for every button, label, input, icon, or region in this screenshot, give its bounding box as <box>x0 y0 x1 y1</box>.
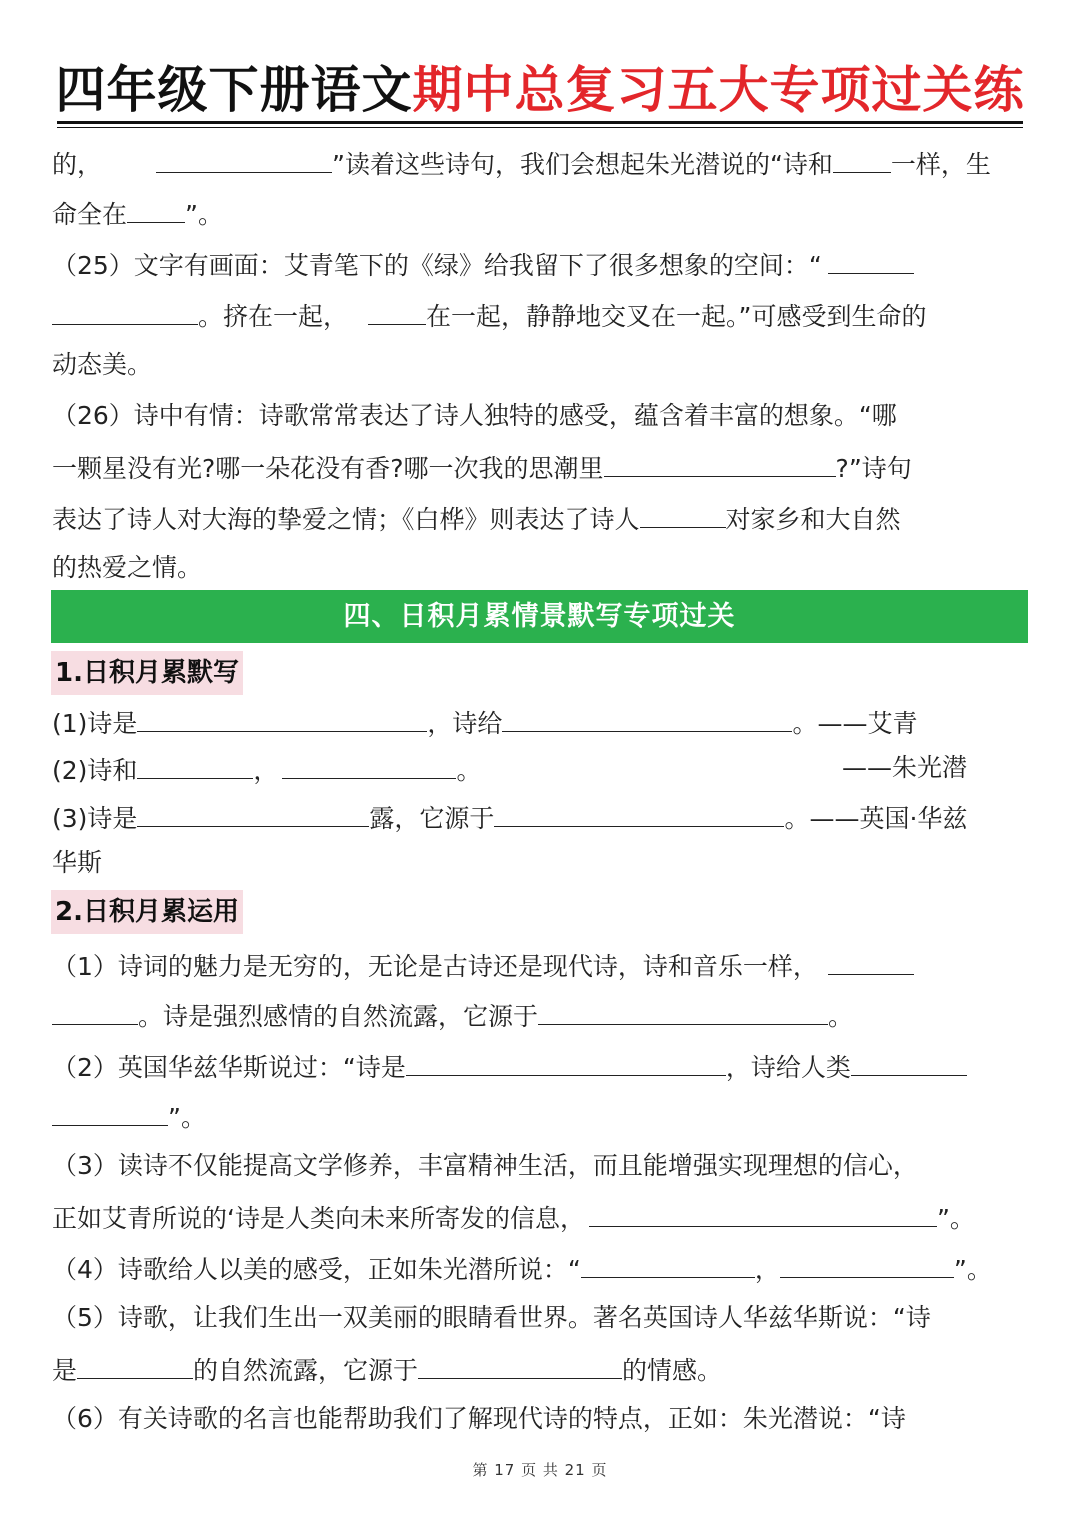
text: ， <box>754 1255 780 1284</box>
fill-blank[interactable] <box>137 796 369 827</box>
title-rule-thin <box>57 127 1023 128</box>
text: 的热爱之情。 <box>52 553 203 582</box>
text-line <box>52 243 1028 286</box>
fill-blank[interactable] <box>502 701 792 732</box>
text: 。——艾青 <box>792 709 918 738</box>
title-part-2: 期中总复习五大专项过关练 <box>412 61 1025 119</box>
fill-blank[interactable] <box>406 1045 726 1076</box>
page-title <box>0 58 1080 122</box>
text: （26）诗中有情：诗歌常常表达了诗人独特的感受，蕴含着丰富的想象。“哪 <box>52 401 897 430</box>
text: 的自然流露，它源于 <box>193 1356 419 1385</box>
question-line <box>52 1196 1028 1239</box>
text: （1）诗词的魅力是无穷的，无论是古诗还是现代诗，诗和音乐一样， <box>52 952 818 981</box>
text: 表达了诗人对大海的挚爱之情；《白桦》则表达了诗人 <box>52 505 640 534</box>
text: 动态美。 <box>52 350 153 379</box>
text: 在一起，静静地交叉在一起。”可感受到生命的 <box>426 302 927 331</box>
text: ”读着这些诗句，我们会想起朱光潜说的“诗和 <box>332 150 833 179</box>
fill-blank[interactable] <box>494 796 784 827</box>
text-line <box>52 446 1028 489</box>
text: 对家乡和大自然 <box>725 505 901 534</box>
fill-blank[interactable] <box>52 294 198 325</box>
text: 。——英国·华兹 <box>784 804 968 833</box>
text: 是 <box>52 1356 78 1385</box>
title-rule-thick <box>57 121 1023 124</box>
text-line <box>52 294 1028 337</box>
text: ”。 <box>936 1204 975 1233</box>
question-line <box>52 944 1028 987</box>
text-line <box>52 548 1028 588</box>
fill-blank[interactable] <box>833 142 891 173</box>
text: 一颗星没有光?哪一朵花没有香?哪一次我的思潮里 <box>52 454 604 483</box>
question-line <box>52 1247 1028 1290</box>
text: ”。 <box>168 1103 206 1132</box>
fill-blank[interactable] <box>52 994 138 1025</box>
fill-blank[interactable] <box>780 1247 954 1278</box>
text: (1)诗是 <box>52 709 138 738</box>
text-line <box>52 192 1028 235</box>
section-heading-2: 2.日积月累运用 <box>51 890 243 934</box>
text: ——朱光潜 <box>842 753 968 782</box>
text-line <box>52 345 1028 385</box>
text: （2）英国华兹华斯说过：“诗是 <box>52 1053 406 1082</box>
question-line <box>52 1146 1028 1186</box>
question-line <box>52 1045 1028 1088</box>
question-line <box>52 1095 1028 1138</box>
question-line <box>52 1298 1028 1338</box>
text-line <box>52 142 1028 185</box>
text: 华斯 <box>52 848 103 877</box>
fill-blank[interactable] <box>851 1045 967 1076</box>
text: 正如艾青所说的‘诗是人类向未来所寄发的信息， <box>52 1204 585 1233</box>
question-line <box>52 701 1028 744</box>
text-line <box>52 497 1028 540</box>
text-line <box>52 396 1028 436</box>
fill-blank[interactable] <box>127 192 185 223</box>
section-banner: 四、日积月累情景默写专项过关 <box>51 590 1028 643</box>
text: 。挤在一起， <box>198 302 349 331</box>
fill-blank[interactable] <box>52 1095 168 1126</box>
question-line <box>52 1348 1028 1391</box>
question-line <box>52 994 1028 1037</box>
text: (2)诗和 <box>52 756 138 785</box>
text: (3)诗是 <box>52 804 138 833</box>
text: （3）读诗不仅能提高文学修养，丰富精神生活，而且能增强实现理想的信心， <box>52 1151 918 1180</box>
text: 的情感。 <box>622 1356 723 1385</box>
text: ，诗给人类 <box>725 1053 851 1082</box>
text: 一样，生 <box>890 150 991 179</box>
text: （6）有关诗歌的名言也能帮助我们了解现代诗的特点，正如：朱光潜说：“诗 <box>52 1404 906 1433</box>
fill-blank[interactable] <box>828 944 914 975</box>
page-footer: 第 17 页 共 21 页 <box>472 1461 608 1479</box>
fill-blank[interactable] <box>538 994 828 1025</box>
text: ，诗给 <box>427 709 503 738</box>
fill-blank[interactable] <box>828 243 914 274</box>
question-line <box>52 796 1028 839</box>
question-line <box>52 748 1028 791</box>
fill-blank[interactable] <box>137 701 427 732</box>
question-line <box>52 843 1028 883</box>
text: （5）诗歌，让我们生出一双美丽的眼睛看世界。著名英国诗人华兹华斯说：“诗 <box>52 1303 931 1332</box>
fill-blank[interactable] <box>640 497 726 528</box>
question-line <box>52 1399 1028 1439</box>
text: ， <box>253 756 279 785</box>
fill-blank[interactable] <box>581 1247 755 1278</box>
text: 的， <box>52 150 103 179</box>
fill-blank[interactable] <box>282 748 456 779</box>
fill-blank[interactable] <box>368 294 426 325</box>
fill-blank[interactable] <box>604 446 836 477</box>
fill-blank[interactable] <box>137 748 253 779</box>
fill-blank[interactable] <box>589 1196 937 1227</box>
text: 。诗是强烈感情的自然流露，它源于 <box>138 1002 539 1031</box>
text: （4）诗歌给人以美的感受，正如朱光潜所说：“ <box>52 1255 581 1284</box>
text: 露，它源于 <box>369 804 495 833</box>
text: 命全在 <box>52 200 128 229</box>
text: ”。 <box>185 200 223 229</box>
text: 。 <box>828 1002 854 1031</box>
text: 。 <box>456 756 482 785</box>
fill-blank[interactable] <box>77 1348 193 1379</box>
fill-blank[interactable] <box>418 1348 622 1379</box>
text: ”。 <box>953 1255 992 1284</box>
fill-blank[interactable] <box>156 142 332 173</box>
title-part-1: 四年级下册语文 <box>55 61 413 119</box>
section-heading-1: 1.日积月累默写 <box>51 651 243 695</box>
text: （25）文字有画面：艾青笔下的《绿》给我留下了很多想象的空间：“ <box>52 251 822 280</box>
text: ?”诗句 <box>835 454 912 483</box>
